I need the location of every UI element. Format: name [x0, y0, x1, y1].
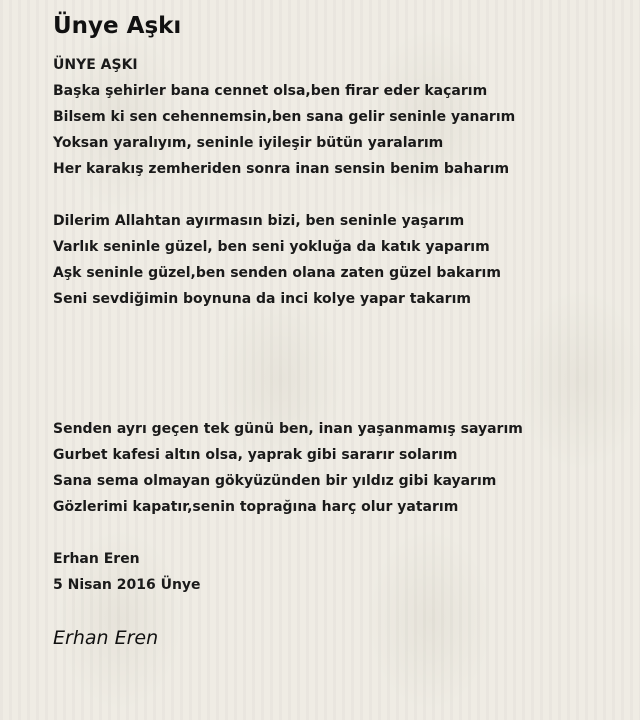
stanza-2: [53, 208, 620, 312]
poem-line: Aşk seninle güzel,ben senden olana zaten güzel bakarım: [53, 265, 501, 281]
signature-name: Erhan Eren: [53, 551, 140, 567]
poem-line: Yoksan yaralıyım, seninle iyileşir bütün yaralarım: [53, 135, 444, 151]
stanza-3: [53, 416, 620, 520]
poem-line: Başka şehirler bana cennet olsa,ben firar eder kaçarım: [53, 83, 488, 99]
poem-line: Bilsem ki sen cehennemsin,ben sana gelir seninle yanarım: [53, 109, 516, 125]
author-link[interactable]: Erhan Eren: [53, 627, 159, 649]
poem-signature: [53, 546, 620, 598]
poem-line: Dilerim Allahtan ayırmasın bizi, ben seninle yaşarım: [53, 213, 465, 229]
poem-line: Her karakış zemheriden sonra inan sensin benim baharım: [53, 161, 510, 177]
poem-line: Gurbet kafesi altın olsa, yaprak gibi sararır solarım: [53, 447, 458, 463]
poem-line: Senden ayrı geçen tek günü ben, inan yaşanmamış sayarım: [53, 421, 523, 437]
poem-line: Gözlerimi kapatır,senin toprağına harç olur yatarım: [53, 499, 459, 515]
poem-line: Sana sema olmayan gökyüzünden bir yıldız gibi kayarım: [53, 473, 497, 489]
poem-page: [53, 10, 620, 650]
page-title: Ünye Aşkı: [53, 13, 182, 39]
poem-line: Varlık seninle güzel, ben seni yokluğa da katık yaparım: [53, 239, 490, 255]
signature-date: 5 Nisan 2016 Ünye: [53, 577, 201, 593]
poem-line: Seni sevdiğimin boynuna da inci kolye yapar takarım: [53, 291, 471, 307]
stanza-1: [53, 78, 620, 182]
poem-heading: ÜNYE AŞKI: [53, 57, 138, 73]
